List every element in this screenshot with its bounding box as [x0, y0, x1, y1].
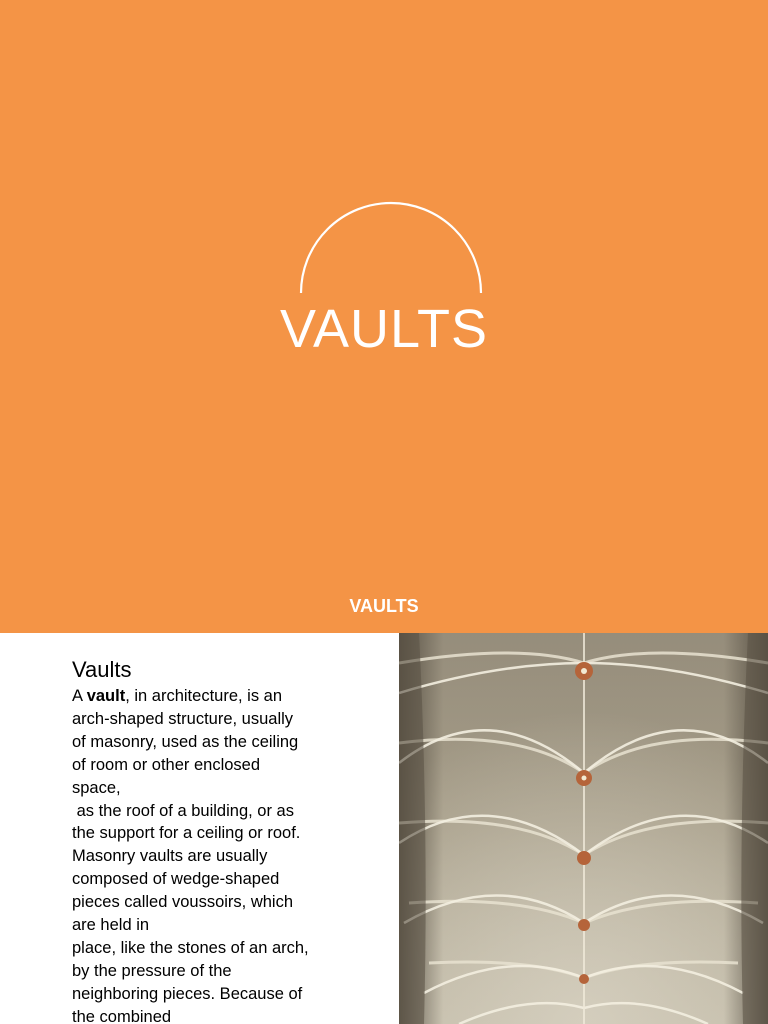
body-line: the support for a ceiling or roof.: [72, 824, 301, 843]
body-line: of room or other enclosed: [72, 755, 261, 774]
body-line: as the roof of a building, or as: [72, 801, 294, 820]
body-paragraph: [72, 685, 390, 1024]
arch-outline-icon: [298, 196, 484, 294]
content-slide: [0, 633, 768, 1024]
body-line: by the pressure of the: [72, 961, 232, 980]
ribbed-vault-ceiling-photo: [399, 633, 768, 1024]
body-line: Masonry vaults are usually: [72, 847, 268, 866]
slide-title: VAULTS: [279, 299, 489, 359]
body-line: A vault, in architecture, is an: [72, 687, 283, 705]
body-line: composed of wedge-shaped: [72, 870, 280, 889]
slide-subtitle: VAULTS: [349, 596, 419, 616]
text-block: [72, 655, 390, 1024]
body-line: space,: [72, 778, 121, 797]
body-line: neighboring pieces. Because of: [72, 984, 303, 1003]
body-line: arch-shaped structure, usually: [72, 709, 294, 728]
body-line: the combined: [72, 1007, 172, 1024]
content-heading: Vaults: [72, 657, 132, 682]
body-line: are held in: [72, 916, 150, 935]
body-line: place, like the stones of an arch,: [72, 938, 309, 957]
body-line: pieces called voussoirs, which: [72, 893, 294, 912]
bold-term-vault: vault: [86, 687, 126, 705]
body-line: of masonry, used as the ceiling: [72, 732, 299, 751]
